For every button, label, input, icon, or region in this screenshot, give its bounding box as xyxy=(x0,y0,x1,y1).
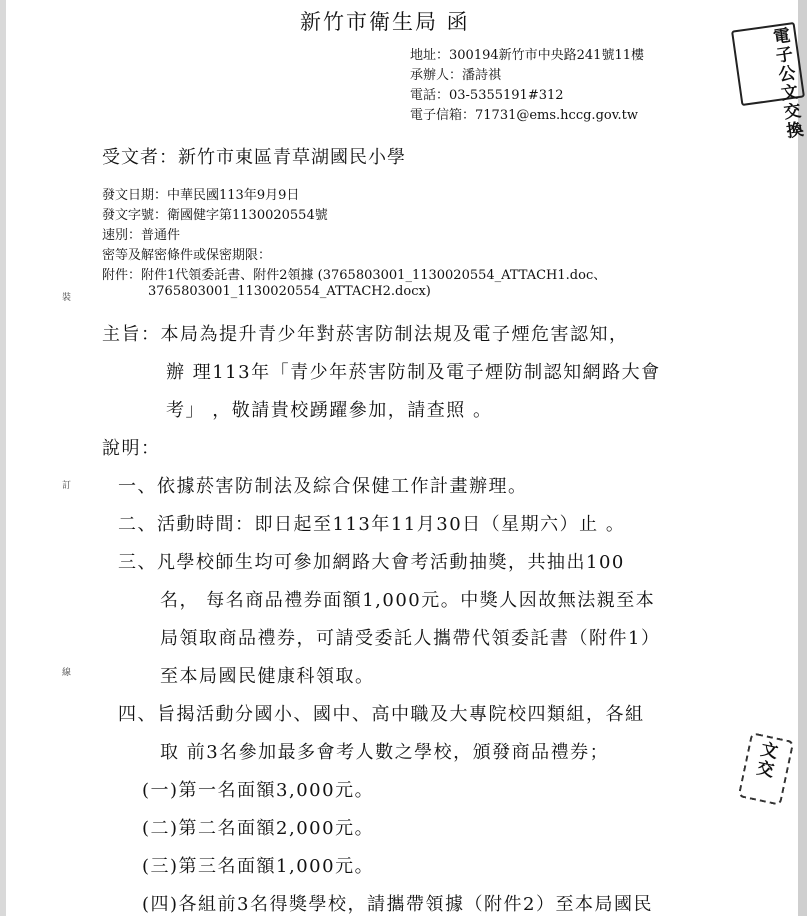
header-email: 電子信箱：71731@ems.hccg.gov.tw xyxy=(410,108,639,123)
issue-date: 發文日期：中華民國113年9月9日 xyxy=(102,188,300,203)
seam-seal-stamp xyxy=(738,732,795,806)
explanation-item-3-line-3: 局領取商品禮券，可請受委託人攜帶代領委託書（附件1） xyxy=(160,628,661,649)
header-phone: 電話：03-5355191#312 xyxy=(410,88,564,103)
explanation-item-3-line-2: 名， 每名商品禮券面額1,000元。中獎人因故無法親至本 xyxy=(160,590,656,611)
delivery-speed: 速別：普通件 xyxy=(102,228,181,243)
explanation-item-4-line-2: 取 前3名參加最多會考人數之學校，頒發商品禮券； xyxy=(160,742,610,763)
explanation-item-1: 一、依據菸害防制法及綜合保健工作計畫辦理。 xyxy=(118,476,528,497)
explanation-item-4-line-1: 四、旨揭活動分國小、國中、高中職及大專院校四類組，各組 xyxy=(118,704,645,725)
subject-line-3: 考」 ，敬請貴校踴躍參加，請查照 。 xyxy=(166,400,493,421)
header-address: 地址：300194新竹市中央路241號11樓 xyxy=(410,48,644,63)
cut-mark: 訂 xyxy=(62,481,72,491)
subject-line-1: 主旨：本局為提升青少年對菸害防制法規及電子煙危害認知， xyxy=(102,324,629,345)
explanation-item-2: 二、活動時間：即日起至113年11月30日（星期六）止 。 xyxy=(118,514,626,535)
document-title: 新竹市衛生局 函 xyxy=(300,10,470,34)
document-number: 發文字號：衛國健字第1130020554號 xyxy=(102,208,328,223)
security-level: 密等及解密條件或保密期限： xyxy=(102,248,272,263)
explanation-item-3-line-1: 三、凡學校師生均可參加網路大會考活動抽獎，共抽出100 xyxy=(118,552,625,573)
stamp-text: 電子公文交換 xyxy=(772,25,805,142)
seal-text: 文交 xyxy=(754,739,780,782)
line-mark: 線 xyxy=(62,668,72,678)
page-left-edge xyxy=(0,0,6,916)
electronic-exchange-stamp xyxy=(731,22,805,142)
recipient: 受文者：新竹市東區青草湖國民小學 xyxy=(102,147,406,168)
explanation-item-3-line-4: 至本局國民健康科領取。 xyxy=(160,666,375,687)
attachment-line-1: 附件：附件1代領委託書、附件2領據 (3765803001_1130020554_ATTACH1.doc、 xyxy=(102,268,607,283)
attachment-line-2: 3765803001_1130020554_ATTACH2.docx) xyxy=(148,284,431,299)
prize-first: (一)第一名面額3,000元。 xyxy=(142,780,375,801)
prize-third: (三)第三名面額1,000元。 xyxy=(142,856,375,877)
explanation-label: 說明： xyxy=(102,438,161,459)
binding-mark: 裝 xyxy=(62,293,72,303)
subject-line-2: 辦 理113年「青少年菸害防制及電子煙防制認知網路大會 xyxy=(166,362,661,383)
prize-second: (二)第二名面額2,000元。 xyxy=(142,818,375,839)
prize-claim-line-1: (四)各組前3名得獎學校，請攜帶領據（附件2）至本局國民 xyxy=(142,894,653,915)
header-handler: 承辦人：潘詩祺 xyxy=(410,68,502,83)
